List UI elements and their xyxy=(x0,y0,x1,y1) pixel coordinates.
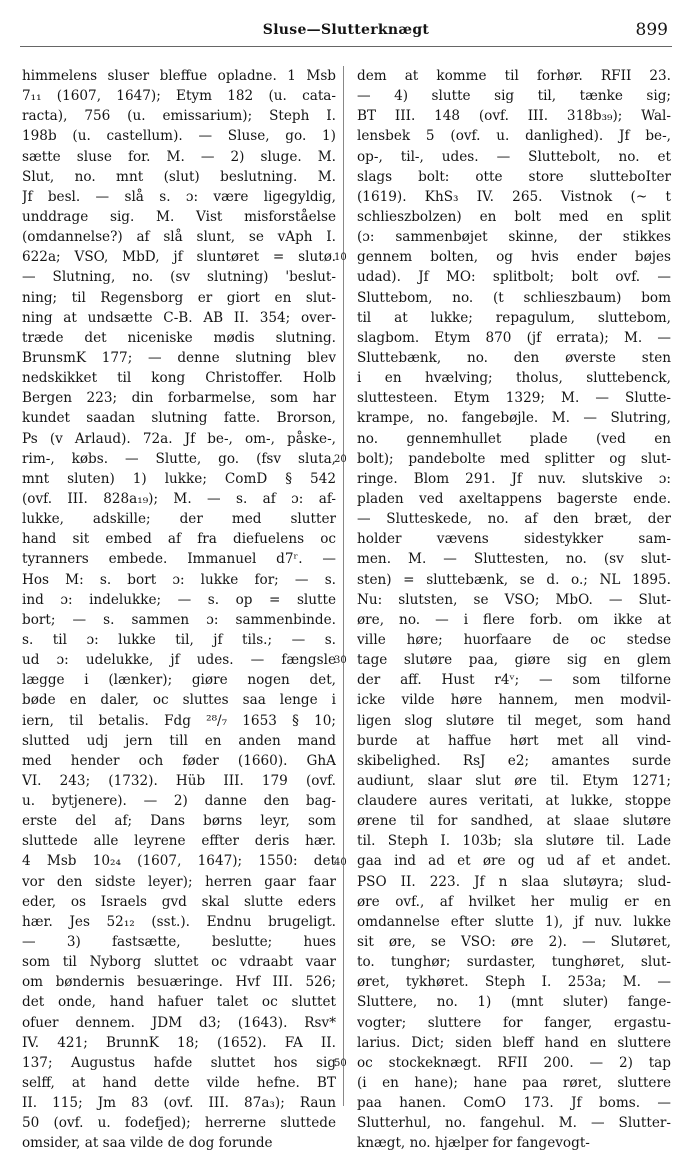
text-line: ørene til for sandhed, at slaae slutøre xyxy=(357,813,671,830)
text-line: Sluttebænk, no. den øverste sten xyxy=(357,349,671,366)
text-line: Jf besl. — slå s. ɔ: være ligegyldig, xyxy=(22,188,336,205)
text-line: paa hanen. ComO 173. Jf boms. — xyxy=(357,1095,671,1112)
text-line: slagbom. Etym 870 (jf errata); M. — xyxy=(357,329,671,346)
text-line: (i en hane); hane paa røret, sluttere xyxy=(357,1075,671,1092)
text-line: u. bytjenere). — 2) danne den bag- xyxy=(22,793,336,810)
text-line: sten) = sluttebænk, se d. o.; NL 1895. xyxy=(357,571,671,588)
text-line: Slutterhul, no. fangehul. M. — Slutter- xyxy=(357,1115,671,1132)
text-line: 50 (ovf. u. fodefjed); herrerne sluttede xyxy=(22,1115,336,1132)
text-line: (ovf. III. 828a₁₉); M. — s. af ɔ: af- xyxy=(22,490,336,507)
text-line: — 4) slutte sig til, tænke sig; xyxy=(357,88,671,105)
text-line: øret, tykhøret. Steph I. 253a; M. — xyxy=(357,974,671,991)
text-line: krampe, no. fangebøjle. M. — Slutring, xyxy=(357,410,671,427)
text-line: to. tunghør; surdaster, tunghøret, slut- xyxy=(357,954,671,971)
text-line: øre, no. — i flere forb. om ikke at xyxy=(357,611,671,628)
text-line: ind ɔ: indelukke; — s. op = slutte xyxy=(22,591,336,608)
text-line: lensbek 5 (ovf. u. danlighed). Jf be-, xyxy=(357,128,671,145)
line-number: 10 xyxy=(334,252,347,264)
text-line: racta), 756 (u. emissarium); Steph I. xyxy=(22,108,336,125)
text-line: BT III. 148 (ovf. III. 318b₃₉); Wal- xyxy=(357,108,671,125)
page-number: 899 xyxy=(635,20,668,40)
text-line: træde det niceniske mødis slutning. xyxy=(22,329,336,346)
text-line: no. gennemhullet plade (ved en xyxy=(357,430,671,447)
text-line: udad). Jf MO: splitbolt; bolt ovf. — xyxy=(357,269,671,286)
text-line: knægt, no. hjælper for fangevogt- xyxy=(357,1135,590,1152)
text-line: gennem bolten, og hvis ender bøjes xyxy=(357,249,671,266)
text-line: unddrage sig. M. Vist misforståelse xyxy=(22,208,336,225)
text-line: s. til ɔ: lukke til, jf tils.; — s. xyxy=(22,631,336,648)
text-line: ofuer dennem. JDM d3; (1643). Rsv* xyxy=(22,1014,336,1031)
text-line: Hos M: s. bort ɔ: lukke for; — s. xyxy=(22,571,336,588)
text-line: op-, til-, udes. — Sluttebolt, no. et xyxy=(357,148,671,165)
text-line: sit øre, se VSO: øre 2). — Slutøret, xyxy=(357,934,671,951)
text-line: omsider, at saa vilde de dog forunde xyxy=(22,1135,273,1152)
text-line: — 3) fastsætte, beslutte; hues xyxy=(22,934,336,951)
text-line: lukke, adskille; der med slutter xyxy=(22,511,336,528)
text-line: Ps (v Arlaud). 72a. Jf be-, om-, påske-, xyxy=(22,430,336,447)
text-line: ning at undsætte C-B. AB II. 354; over- xyxy=(22,309,336,326)
text-line: ringe. Blom 291. Jf nuv. slutskive ɔ: xyxy=(357,470,671,487)
text-line: bøde en daler, oc sluttes saa lenge i xyxy=(22,692,336,709)
text-line: Sluttebom, no. (t schlieszbaum) bom xyxy=(357,289,671,306)
text-line: IV. 421; BrunnK 18; (1652). FA II. xyxy=(22,1034,336,1051)
text-line: tage slutøre paa, giøre sig en glem xyxy=(357,652,671,669)
text-line: 7₁₁ (1607, 1647); Etym 182 (u. cata- xyxy=(22,88,336,105)
text-line: ville høre; huorfaare de oc stedse xyxy=(357,631,671,648)
text-line: 198b (u. castellum). — Sluse, go. 1) xyxy=(22,128,336,145)
text-line: slags bolt: otte store slutteboIter xyxy=(357,168,671,185)
text-line: dem at komme til forhør. RFII 23. xyxy=(357,68,671,84)
text-line: burde at haffue hørt met all vind- xyxy=(357,732,671,749)
text-line: hær. Jes 52₁₂ (sst.). Endnu brugeligt. xyxy=(22,913,336,930)
text-line: (omdannelse?) af slå slunt, se vAph I. xyxy=(22,229,336,246)
line-number: 30 xyxy=(334,655,347,667)
line-number: 40 xyxy=(334,856,347,868)
text-line: i en hvælving; tholus, sluttebenck, xyxy=(357,370,671,387)
text-line: kundet saadan slutning fatte. Brorson, xyxy=(22,410,336,427)
text-line: (ɔ: sammenbøjet skinne, der stikkes xyxy=(357,229,671,246)
text-line: men. M. — Sluttesten, no. (sv slut- xyxy=(357,551,671,568)
text-line: iern, til betalis. Fdg ²⁸/₇ 1653 § 10; xyxy=(22,712,336,729)
text-line: icke vilde høre hannem, men modvil- xyxy=(357,692,671,709)
header-rule xyxy=(20,46,672,47)
text-line: 622a; VSO, MbD, jf sluntøret = slutø. xyxy=(22,249,336,266)
text-line: ud ɔ: udelukke, jf udes. — fængsle xyxy=(22,652,336,669)
text-line: nedskikket til kong Christoffer. Holb xyxy=(22,370,336,387)
right-column xyxy=(357,66,671,1154)
text-line: som til Nyborg sluttet oc vdraabt vaar xyxy=(22,954,336,971)
page-header xyxy=(0,20,692,44)
text-line: bort; — s. sammen ɔ: sammenbinde. xyxy=(22,611,336,628)
text-line: — Slutteskede, no. af den bræt, der xyxy=(357,511,671,528)
text-line: der aff. Hust r4ᵛ; — som tilforne xyxy=(357,672,671,689)
text-line: schlieszbolzen) en bolt med en split xyxy=(357,208,671,225)
text-line: sætte sluse for. M. — 2) sluge. M. xyxy=(22,148,336,165)
text-line: bolt); pandebolte med splitter og slut- xyxy=(357,450,671,467)
text-line: rim-, købs. — Slutte, go. (fsv sluta, xyxy=(22,450,336,467)
text-line: sluttesteen. Etym 1329; M. — Slutte- xyxy=(357,390,671,407)
text-line: claudere aures veritati, at lukke, stoppe xyxy=(357,793,671,810)
text-line: II. 115; Jm 83 (ovf. III. 87a₃); Raun xyxy=(22,1095,336,1112)
text-line: 137; Augustus hafde sluttet hos sig xyxy=(22,1054,336,1071)
line-number: 20 xyxy=(334,453,347,465)
text-line: ligen slog slutøre til meget, som hand xyxy=(357,712,671,729)
text-line: eder, os Israels gvd skal slutte eders xyxy=(22,893,336,910)
text-line: Slut, no. mnt (slut) beslutning. M. xyxy=(22,168,336,185)
text-line: selff, at hand dette vilde hefne. BT xyxy=(22,1075,336,1092)
text-line: skibelighed. RsJ e2; amantes surde xyxy=(357,752,671,769)
text-line: BrunsmK 177; — denne slutning blev xyxy=(22,349,336,366)
text-line: lægge i (lænker); giøre nogen det, xyxy=(22,672,336,689)
text-line: 4 Msb 10₂₄ (1607, 1647); 1550: det xyxy=(22,853,336,870)
text-line: til at lukke; repagulum, sluttebom, xyxy=(357,309,671,326)
text-line: med hender och føder (1660). GhA xyxy=(22,752,336,769)
text-line: hand sit embed af fra diefuelens oc xyxy=(22,531,336,548)
text-line: Bergen 223; din forbarmelse, som har xyxy=(22,390,336,407)
text-line: gaa ind ad et øre og ud af et andet. xyxy=(357,853,671,870)
text-line: vogter; sluttere for fanger, ergastu- xyxy=(357,1014,671,1031)
text-line: slutted udj jern till en anden mand xyxy=(22,732,336,749)
text-line: (1619). KhS₃ IV. 265. Vistnok (~ t xyxy=(357,188,671,205)
text-line: det onde, hand hafuer talet oc sluttet xyxy=(22,994,336,1011)
left-column xyxy=(22,66,336,1154)
text-line: ning; til Regensborg er giort en slut- xyxy=(22,289,336,306)
text-line: omdannelse efter slutte 1), jf nuv. lukke xyxy=(357,913,671,930)
text-line: oc stockeknægt. RFII 200. — 2) tap xyxy=(357,1054,671,1071)
running-head: Sluse—Slutterknægt xyxy=(262,22,430,38)
text-line: om bøndernis besuæringe. Hvf III. 526; xyxy=(22,974,336,991)
text-line: sluttede alle leyrene effter deris hær. xyxy=(22,833,336,850)
text-line: tyranners embede. Immanuel d7ʳ. — xyxy=(22,551,336,568)
text-line: Sluttere, no. 1) (mnt sluter) fange- xyxy=(357,994,671,1011)
text-line: audiunt, slaar slut øre til. Etym 1271; xyxy=(357,772,671,789)
line-number: 50 xyxy=(334,1058,347,1070)
column-divider xyxy=(343,66,344,1106)
text-line: Nu: slutsten, se VSO; MbO. — Slut- xyxy=(357,591,671,608)
text-line: VI. 243; (1732). Hüb III. 179 (ovf. xyxy=(22,772,336,789)
text-line: larius. Dict; siden bleff hand en sluttere xyxy=(357,1034,671,1051)
text-line: øre ovf., af hvilket her mulig er en xyxy=(357,893,671,910)
text-line: PSO II. 223. Jf n slaa slutøyra; slud- xyxy=(357,873,671,890)
text-line: — Slutning, no. (sv slutning) 'beslut- xyxy=(22,269,336,286)
text-line: himmelens sluser bleffue opladne. 1 Msb xyxy=(22,68,336,84)
text-line: erste del af; Dans børns leyr, som xyxy=(22,813,336,830)
text-line: til. Steph I. 103b; sla slutøre til. Lade xyxy=(357,833,671,850)
text-line: holder vævens sidestykker sam- xyxy=(357,531,671,548)
text-line: pladen ved axeltappens bagerste ende. xyxy=(357,490,671,507)
text-line: vor den sidste leyer); herren gaar faar xyxy=(22,873,336,890)
text-line: mnt sluten) 1) lukke; ComD § 542 xyxy=(22,470,336,487)
